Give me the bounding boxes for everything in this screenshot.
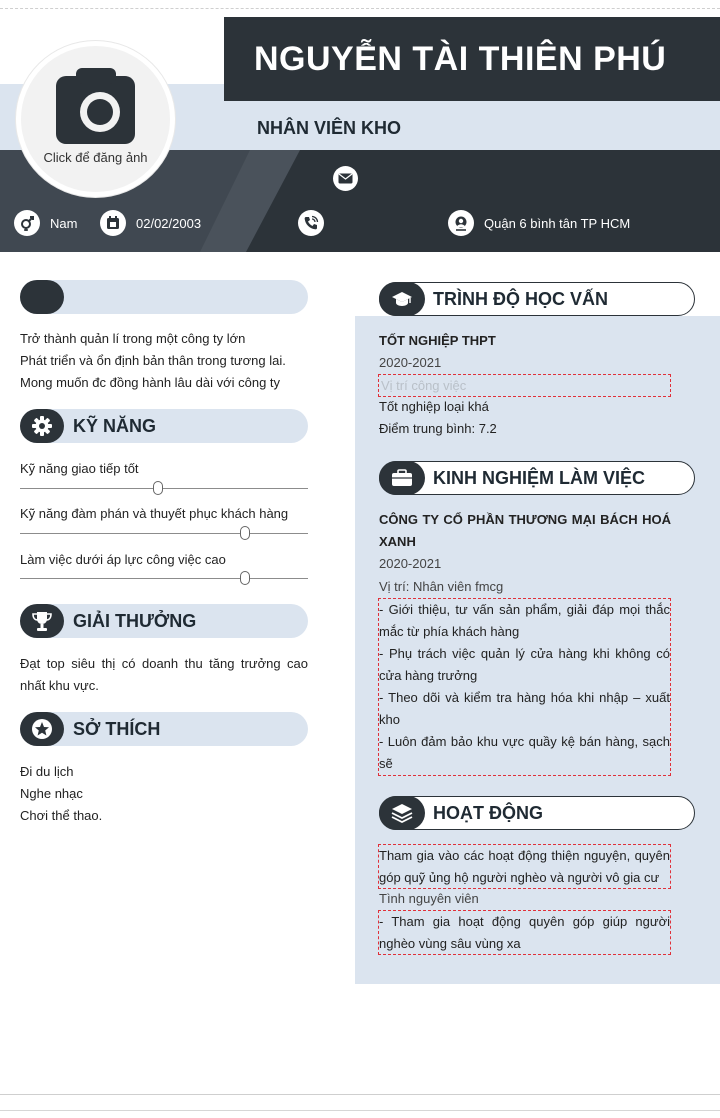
skills-section-header[interactable]	[20, 409, 308, 443]
experience-duty-line: - Phụ trách việc quản lý cửa hàng khi không có cửa hàng trưởng	[379, 646, 670, 683]
hobby-item: Nghe nhạc	[20, 786, 83, 801]
briefcase-icon	[379, 461, 425, 495]
education-school[interactable]: TỐT NGHIỆP THPT	[379, 333, 496, 348]
experience-duties	[379, 599, 670, 775]
hobbies-list[interactable]	[20, 761, 102, 827]
objective-text[interactable]	[20, 328, 308, 394]
gear-icon	[20, 409, 64, 443]
skill-label[interactable]: Kỹ năng giao tiếp tốt	[20, 461, 139, 476]
star-icon	[20, 712, 64, 746]
avatar-caption: Click để đăng ảnh	[43, 150, 148, 165]
full-name[interactable]: NGUYỄN TÀI THIÊN PHÚ	[254, 40, 667, 78]
calendar-icon	[100, 210, 126, 236]
gender-value: Nam	[50, 215, 78, 231]
activities-title: HOẠT ĐỘNG	[433, 803, 543, 823]
gender-contact[interactable]	[14, 210, 77, 236]
experience-company[interactable]: CÔNG TY CỔ PHẦN THƯƠNG MẠI BÁCH HOÁ XANH	[379, 512, 671, 549]
phone-icon	[298, 210, 324, 236]
skill-label[interactable]: Kỹ năng đàm phán và thuyết phục khách hàng	[20, 506, 289, 521]
experience-duty-line: - Luôn đảm bảo khu vực quầy kệ bán hàng, sạch sẽ	[379, 734, 670, 771]
education-position-placeholder: Vị trí công việc	[381, 378, 467, 393]
skill-slider-track	[20, 578, 308, 579]
phone-contact[interactable]	[298, 210, 334, 236]
experience-duties-field[interactable]	[378, 598, 671, 776]
graduation-cap-icon	[379, 282, 425, 316]
avatar-upload[interactable]	[16, 41, 175, 197]
activities-desc: - Tham gia hoạt động quyên góp giúp người nghèo vùng sâu vùng xa	[379, 914, 670, 951]
skill-slider-knob[interactable]	[153, 481, 163, 495]
trophy-icon	[20, 604, 64, 638]
objective-section-header[interactable]	[20, 280, 308, 314]
location-icon	[448, 210, 474, 236]
layers-icon	[379, 796, 425, 830]
skill-slider-track	[20, 533, 308, 534]
skills-title: KỸ NĂNG	[73, 416, 157, 436]
job-title[interactable]: NHÂN VIÊN KHO	[257, 118, 402, 138]
activities-org-field[interactable]	[378, 844, 671, 889]
awards-section-header[interactable]	[20, 604, 308, 638]
hobby-item: Chơi thể thao.	[20, 808, 103, 823]
education-details[interactable]	[379, 396, 497, 440]
education-period[interactable]: 2020-2021	[379, 355, 442, 370]
education-section-header[interactable]	[379, 282, 695, 316]
birthdate-contact[interactable]	[100, 210, 201, 236]
education-title: TRÌNH ĐỘ HỌC VẤN	[433, 289, 608, 309]
activities-section-header[interactable]	[379, 796, 695, 830]
skill-slider-knob[interactable]	[240, 526, 250, 540]
objective-badge	[20, 280, 64, 314]
objective-line: Mong muốn đc đồng hành lâu dài với công ty	[20, 375, 281, 390]
experience-period[interactable]: 2020-2021	[379, 556, 442, 571]
hobbies-title: SỞ THÍCH	[73, 719, 161, 739]
hobbies-section-header[interactable]	[20, 712, 308, 746]
experience-duty-line: - Giới thiệu, tư vấn sản phẩm, giải đáp mọi thắc mắc từ phía khách hàng	[379, 602, 670, 639]
awards-text[interactable]: Đạt top siêu thị có doanh thu tăng trưởng cao nhất khu vực.	[20, 656, 308, 693]
experience-duty-line: - Theo dõi và kiểm tra hàng hóa khi nhập – xuất kho	[379, 690, 670, 727]
experience-section-header[interactable]	[379, 461, 695, 495]
experience-position[interactable]: Vị trí: Nhân viên fmcg	[379, 579, 504, 594]
education-detail-line: Điểm trung bình: 7.2	[379, 421, 497, 436]
activities-role[interactable]: Tình nguyên viên	[379, 891, 479, 906]
gender-icon	[14, 210, 40, 236]
activities-desc-field[interactable]	[378, 910, 671, 955]
education-detail-line: Tốt nghiệp loại khá	[379, 399, 489, 414]
skill-slider-track	[20, 488, 308, 489]
education-position-field[interactable]	[378, 374, 671, 397]
page-bottom-rule	[0, 1094, 720, 1095]
activities-org: Tham gia vào các hoạt động thiện nguyện, quyên góp quỹ ủng hộ người nghèo và người vô gia cư	[379, 848, 670, 885]
page-bottom-rule-secondary	[0, 1110, 720, 1111]
skill-label[interactable]: Làm việc dưới áp lực công việc cao	[20, 552, 226, 567]
birthdate-value: 02/02/2003	[136, 215, 202, 231]
skill-slider-knob[interactable]	[240, 571, 250, 585]
email-icon[interactable]	[333, 166, 358, 191]
awards-title: GIẢI THƯỞNG	[73, 611, 197, 631]
objective-line: Phát triển và ổn định bản thân trong tương lai.	[20, 353, 286, 368]
address-contact[interactable]	[448, 210, 630, 236]
page-top-rule	[0, 8, 720, 9]
objective-line: Trở thành quản lí trong một công ty lớn	[20, 331, 246, 346]
experience-title: KINH NGHIỆM LÀM VIỆC	[433, 468, 646, 488]
address-value: Quận 6 bình tân TP HCM	[484, 215, 631, 231]
camera-icon	[56, 68, 135, 149]
hobby-item: Đi du lịch	[20, 764, 74, 779]
